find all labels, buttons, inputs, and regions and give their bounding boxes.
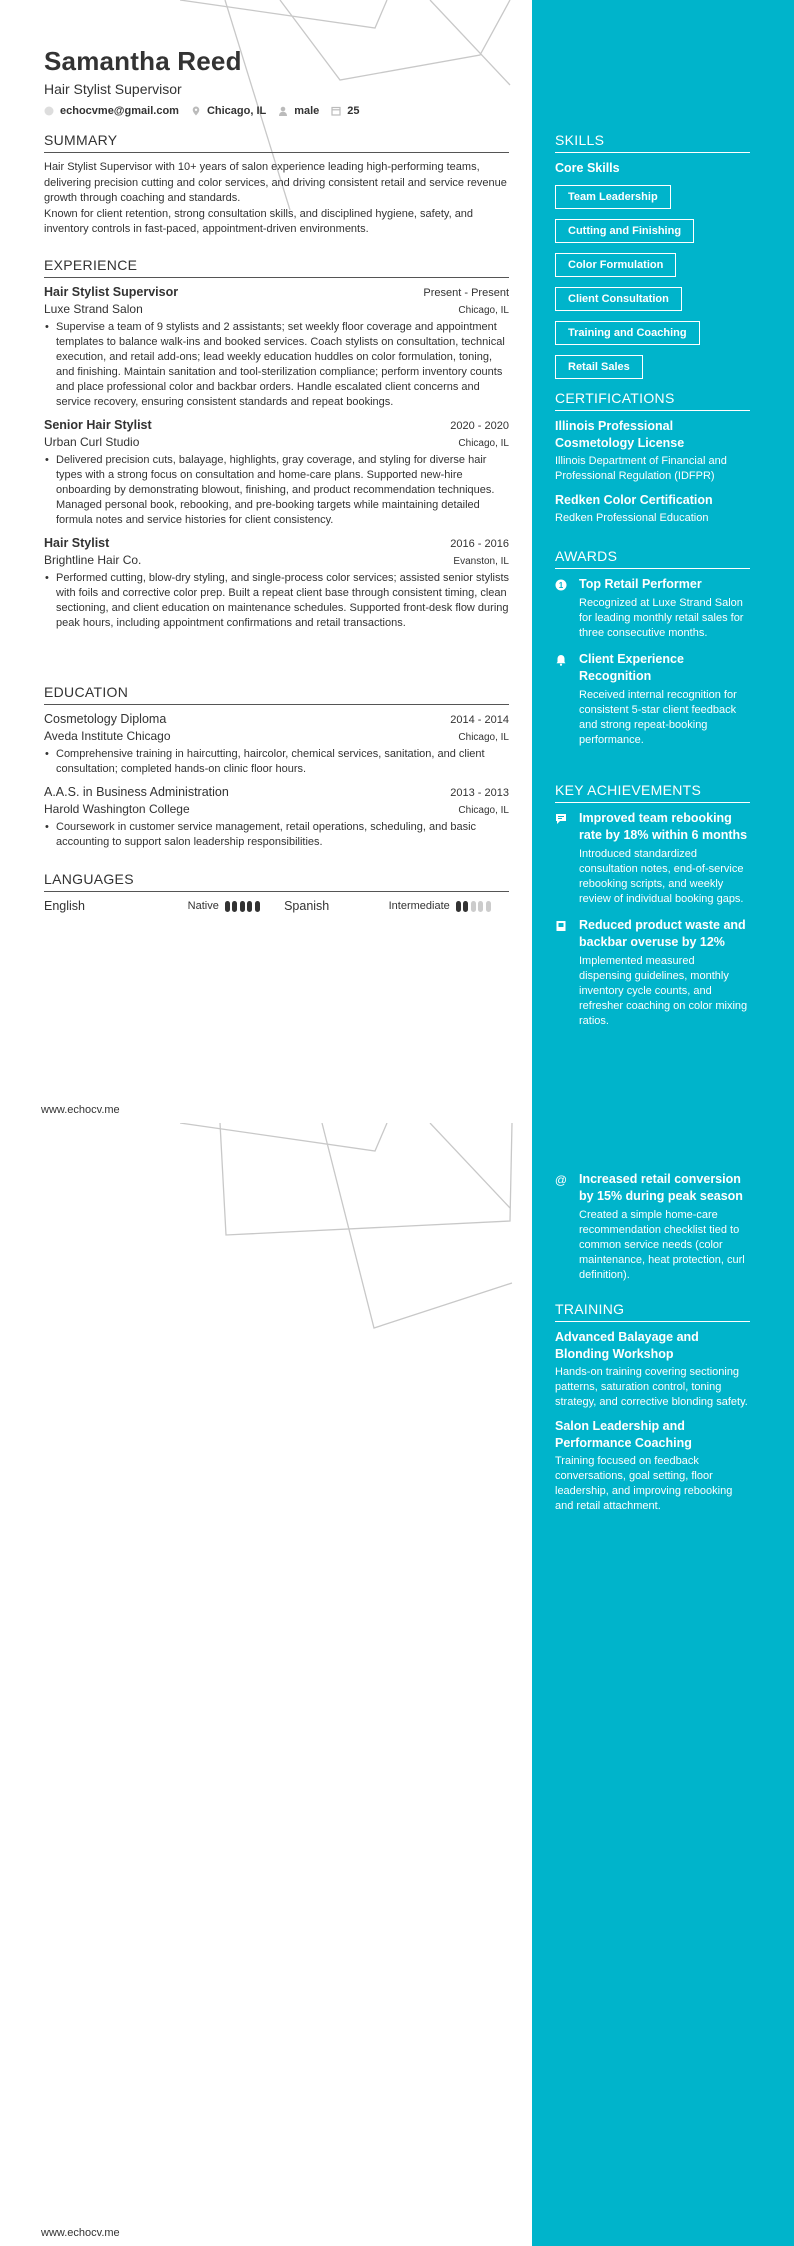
job-title: Senior Hair Stylist bbox=[44, 418, 152, 432]
skills-title: SKILLS bbox=[555, 132, 750, 153]
job-dates: 2020 - 2020 bbox=[450, 420, 509, 432]
job-entry bbox=[44, 285, 509, 410]
job-company: Urban Curl Studio bbox=[44, 435, 140, 449]
degree-title: A.A.S. in Business Administration bbox=[44, 785, 229, 799]
language-rating bbox=[456, 901, 509, 912]
education-entry bbox=[44, 712, 509, 777]
rating-dot bbox=[247, 901, 252, 912]
certification-entry bbox=[555, 492, 750, 526]
languages-title: LANGUAGES bbox=[44, 871, 509, 892]
footer-website[interactable]: www.echocv.me bbox=[41, 2227, 120, 2239]
job-company: Luxe Strand Salon bbox=[44, 302, 143, 316]
summary-paragraph: Known for client retention, strong consultation skills, and disciplined hygiene, safety, and inventory controls in fast-paced, appointment-driven environments. bbox=[44, 207, 474, 235]
decorative-lines bbox=[180, 1123, 530, 1333]
medal-icon bbox=[555, 579, 567, 591]
training-entry bbox=[555, 1418, 750, 1514]
person-icon bbox=[278, 106, 288, 116]
achievement-description: Implemented measured dispensing guidelines, monthly inventory cycle counts, and refresher coaching on color mixing ratios. bbox=[579, 955, 748, 1027]
rating-dot bbox=[478, 901, 483, 912]
award-title: Top Retail Performer bbox=[579, 577, 702, 591]
job-bullet: • Delivered precision cuts, balayage, highlights, gray coverage, and styling for diverse hair types with a strong focus on consultation and home-care plans. Supported new-hire onboarding by demonstrating blowout, finishing, and product recommendation techniques. Managed personal book, rebooking, and pre-booking targets while maintaining detailed formula notes and service histories for client consistency. bbox=[56, 453, 509, 528]
education-title: EDUCATION bbox=[44, 684, 509, 705]
candidate-name: Samantha Reed bbox=[44, 46, 242, 76]
rating-dot bbox=[255, 901, 260, 912]
language-level: Native bbox=[187, 900, 219, 912]
skills-group-title: Core Skills bbox=[555, 161, 620, 175]
language-rating bbox=[225, 901, 278, 912]
location-text: Chicago, IL bbox=[206, 105, 267, 117]
achievement-title: Increased retail conversion by 15% during peak season bbox=[579, 1172, 743, 1203]
education-bullet: • Comprehensive training in haircutting, haircolor, chemical services, sanitation, and client consultation; completed hands-on clinic floor hours. bbox=[56, 747, 509, 777]
job-location: Chicago, IL bbox=[458, 305, 509, 316]
school-location: Chicago, IL bbox=[458, 805, 509, 816]
rating-dot bbox=[486, 901, 491, 912]
age-contact bbox=[331, 105, 359, 117]
certification-name: Redken Color Certification bbox=[555, 493, 713, 507]
job-bullet: • Performed cutting, blow-dry styling, and single-process color services; assisted senior stylists with foils and corrective color prep. Built a repeat client base through consistent timing, clean sectioning, and client education on maintenance schedules. Supported front-desk flow during peak hours, including appointment confirmations and retail transactions. bbox=[56, 571, 509, 631]
job-entry bbox=[44, 418, 509, 528]
education-bullet: • Coursework in customer service management, retail operations, scheduling, and basic accounting to support salon leadership responsibilities. bbox=[56, 820, 509, 850]
skill-tag: Training and Coaching bbox=[555, 321, 700, 345]
school-location: Chicago, IL bbox=[458, 732, 509, 743]
resume-header bbox=[44, 46, 509, 117]
achievement-title: Improved team rebooking rate by 18% within 6 months bbox=[579, 811, 748, 842]
education-dates: 2013 - 2013 bbox=[450, 787, 509, 799]
achievement-description: Introduced standardized consultation notes, end-of-service rebooking scripts, and weekly review of individual booking gaps. bbox=[579, 848, 744, 905]
awards-title: AWARDS bbox=[555, 548, 750, 569]
certifications-title: CERTIFICATIONS bbox=[555, 390, 750, 411]
school-name: Aveda Institute Chicago bbox=[44, 729, 171, 743]
job-location: Evanston, IL bbox=[453, 556, 509, 567]
candidate-role: Hair Stylist Supervisor bbox=[44, 81, 182, 97]
education-dates: 2014 - 2014 bbox=[450, 714, 509, 726]
book-icon bbox=[555, 920, 567, 932]
languages-section bbox=[44, 871, 509, 913]
award-title: Client Experience Recognition bbox=[579, 652, 684, 683]
languages-row bbox=[44, 899, 509, 913]
achievement-entry bbox=[555, 1171, 750, 1283]
job-dates: Present - Present bbox=[423, 287, 509, 299]
age-text: 25 bbox=[347, 105, 360, 117]
achievements-title: KEY ACHIEVEMENTS bbox=[555, 782, 750, 803]
award-description: Received internal recognition for consistent 5-star client feedback and strong repeat-booking performance. bbox=[579, 689, 737, 746]
award-entry bbox=[555, 576, 750, 641]
contact-info bbox=[44, 105, 509, 117]
svg-text:1: 1 bbox=[558, 581, 564, 590]
at-icon bbox=[555, 1174, 567, 1186]
job-location: Chicago, IL bbox=[458, 438, 509, 449]
calendar-icon bbox=[331, 106, 341, 116]
achievement-description: Created a simple home-care recommendation checklist tied to common service needs (color maintenance, heat protection, curl definition). bbox=[579, 1209, 745, 1281]
training-title: TRAINING bbox=[555, 1301, 750, 1322]
skill-tag: Client Consultation bbox=[555, 287, 682, 311]
achievement-entry bbox=[555, 810, 750, 907]
certification-issuer: Redken Professional Education bbox=[555, 512, 709, 524]
training-name: Advanced Balayage and Blonding Workshop bbox=[555, 1330, 699, 1361]
svg-text:@: @ bbox=[555, 1174, 567, 1186]
resume-page-2 bbox=[0, 1123, 794, 2246]
job-title: Hair Stylist Supervisor bbox=[44, 285, 179, 299]
rating-dot bbox=[240, 901, 245, 912]
awards-section bbox=[555, 548, 750, 758]
language-name: English bbox=[44, 899, 85, 913]
rating-dot bbox=[225, 901, 230, 912]
certification-name: Illinois Professional Cosmetology License bbox=[555, 419, 685, 450]
experience-section bbox=[44, 257, 509, 639]
bell-icon bbox=[555, 654, 567, 666]
certifications-section bbox=[555, 390, 750, 526]
achievements-section bbox=[555, 782, 750, 1039]
skills-list bbox=[555, 185, 750, 389]
skills-section bbox=[555, 132, 750, 389]
rating-dot bbox=[456, 901, 461, 912]
chat-icon bbox=[555, 813, 567, 825]
certification-issuer: Illinois Department of Financial and Professional Regulation (IDFPR) bbox=[555, 455, 727, 482]
job-title: Hair Stylist bbox=[44, 536, 110, 550]
rating-dot bbox=[471, 901, 476, 912]
job-dates: 2016 - 2016 bbox=[450, 538, 509, 550]
skill-tag: Retail Sales bbox=[555, 355, 643, 379]
skill-tag: Team Leadership bbox=[555, 185, 671, 209]
training-section bbox=[555, 1301, 750, 1514]
location-contact bbox=[191, 105, 266, 117]
education-section bbox=[44, 684, 509, 858]
degree-title: Cosmetology Diploma bbox=[44, 712, 167, 726]
language-level: Intermediate bbox=[388, 900, 450, 912]
job-bullet: • Supervise a team of 9 stylists and 2 assistants; set weekly floor coverage and appointment templates to balance walk-ins and booked services. Coach stylists on consultation, technical execution, and retail add-ons; lead weekly education huddles on color formulation, toning, and finishing. Maintain sanitation and tool-sterilization compliance; perform inventory counts and place professional color and backbar orders. Handle escalated client concerns and service recovery, ensuring consistent standards and repeat bookings. bbox=[56, 320, 509, 410]
job-company: Brightline Hair Co. bbox=[44, 553, 142, 567]
job-entry bbox=[44, 536, 509, 631]
footer-website[interactable]: www.echocv.me bbox=[41, 1104, 120, 1116]
school-name: Harold Washington College bbox=[44, 802, 190, 816]
rating-dot bbox=[232, 901, 237, 912]
summary-title: SUMMARY bbox=[44, 132, 509, 153]
training-name: Salon Leadership and Performance Coaching bbox=[555, 1419, 692, 1450]
summary-paragraph: Hair Stylist Supervisor with 10+ years of salon experience leading high-performing teams, delivering precision cutting and color services, and driving consistent retail and service revenue growth through coaching and standards. bbox=[44, 161, 507, 204]
award-description: Recognized at Luxe Strand Salon for leading monthly retail sales for three consecutive months. bbox=[579, 597, 744, 639]
training-description: Hands-on training covering sectioning patterns, saturation control, toning strategy, and corrective blonding safety. bbox=[555, 1366, 748, 1408]
achievements-continued bbox=[555, 1171, 750, 1293]
gender-text: male bbox=[294, 105, 320, 117]
location-pin-icon bbox=[191, 106, 201, 116]
training-entry bbox=[555, 1329, 750, 1410]
summary-section bbox=[44, 132, 509, 238]
award-entry bbox=[555, 651, 750, 748]
achievement-entry bbox=[555, 917, 750, 1029]
email-text: echocvme@gmail.com bbox=[60, 105, 179, 117]
language-name: Spanish bbox=[284, 899, 330, 913]
gender-contact bbox=[278, 105, 319, 117]
education-entry bbox=[44, 785, 509, 850]
experience-title: EXPERIENCE bbox=[44, 257, 509, 278]
achievement-title: Reduced product waste and backbar overuse by 12% bbox=[579, 918, 746, 949]
email-contact[interactable] bbox=[44, 105, 179, 117]
skill-tag: Cutting and Finishing bbox=[555, 219, 694, 243]
certification-entry bbox=[555, 418, 750, 484]
email-icon bbox=[44, 106, 54, 116]
training-description: Training focused on feedback conversations, goal setting, floor leadership, and improving rebooking and retail attachment. bbox=[555, 1455, 733, 1512]
skill-tag: Color Formulation bbox=[555, 253, 676, 277]
rating-dot bbox=[463, 901, 468, 912]
